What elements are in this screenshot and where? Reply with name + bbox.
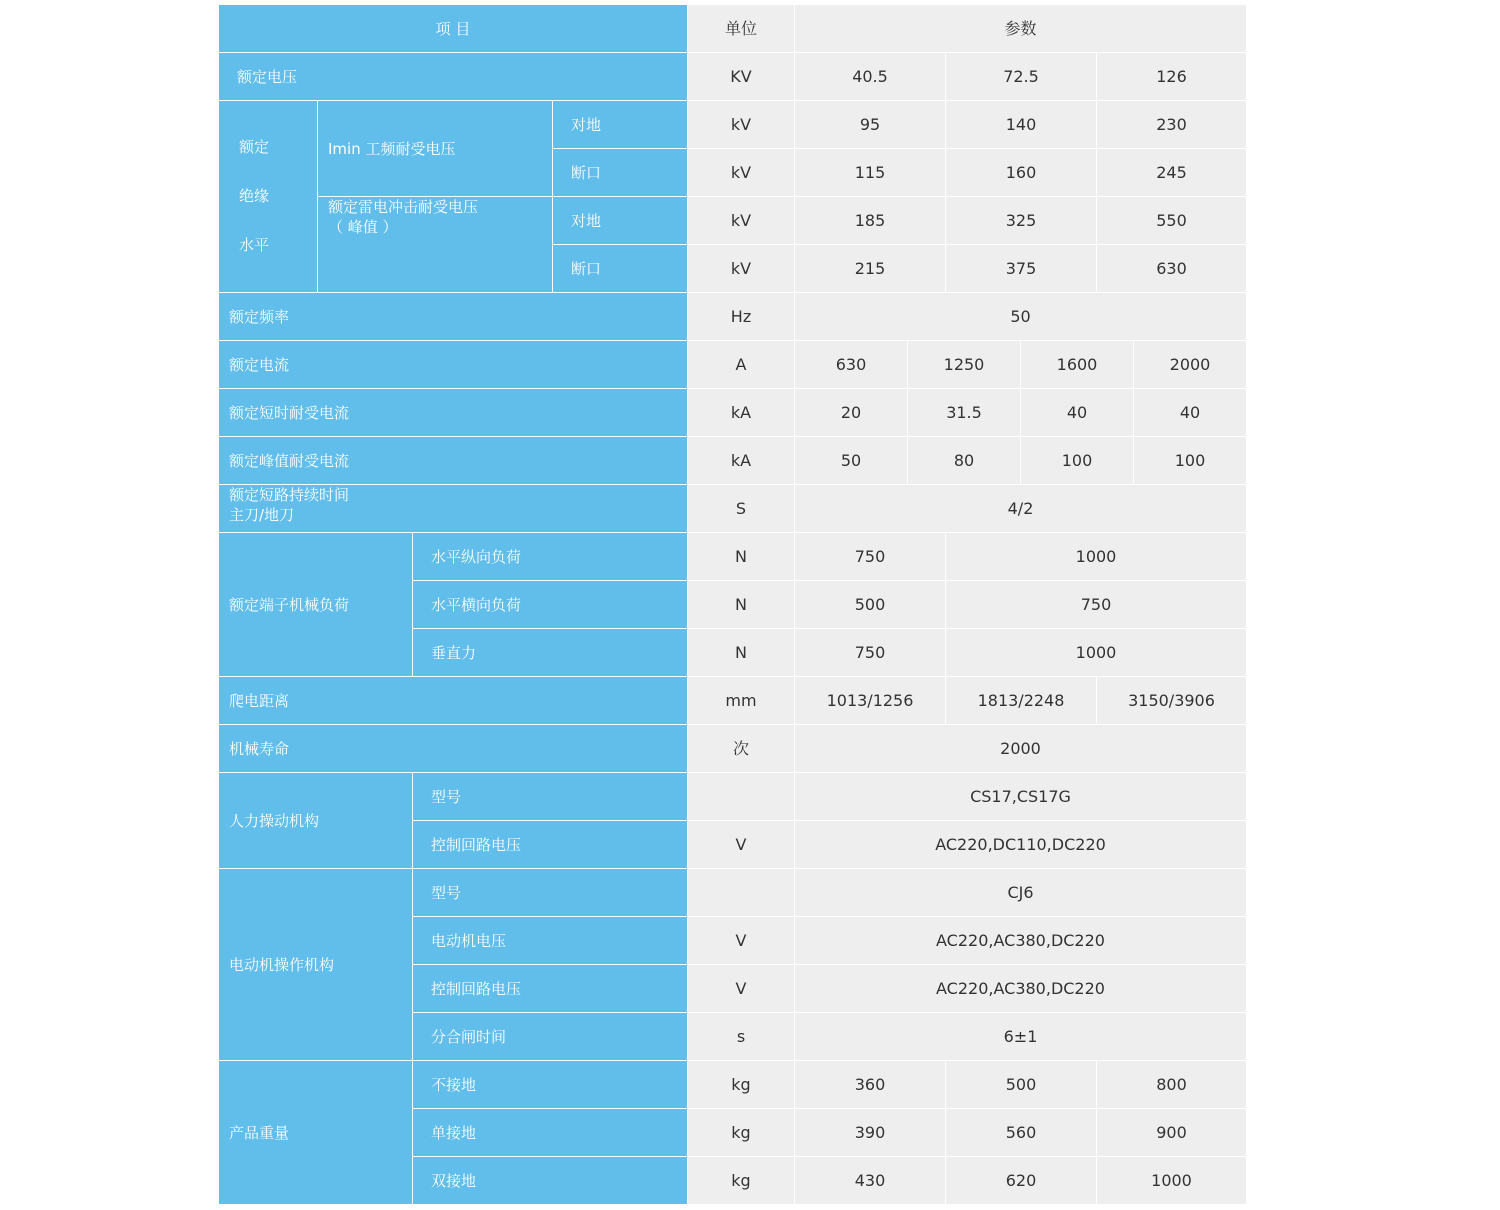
break-label: 断口: [553, 245, 688, 293]
rated-current-value: 630: [795, 341, 908, 389]
short-duration-value: 4/2: [795, 485, 1247, 533]
motor-mech-row-label: 分合闸时间: [413, 1013, 688, 1061]
header-unit: 单位: [688, 5, 795, 53]
insulation-unit: kV: [688, 149, 795, 197]
insulation-value: 375: [946, 245, 1097, 293]
motor-mech-value: AC220,AC380,DC220: [795, 917, 1247, 965]
motor-mech-row-label: 型号: [413, 869, 688, 917]
creepage-value: 1813/2248: [946, 677, 1097, 725]
motor-mech-unit: V: [688, 917, 795, 965]
insulation-unit: kV: [688, 197, 795, 245]
motor-mech-value: CJ6: [795, 869, 1247, 917]
header-item: 项 目: [219, 5, 688, 53]
mech-life-label: 机械寿命: [219, 725, 688, 773]
rated-voltage-value: 126: [1097, 53, 1247, 101]
insulation-value: 550: [1097, 197, 1247, 245]
weight-row-label: 双接地: [413, 1157, 688, 1205]
lightning-label: [318, 197, 553, 293]
motor-mech-row-label: 电动机电压: [413, 917, 688, 965]
short-time-current-value: 31.5: [908, 389, 1021, 437]
manual-mech-value: CS17,CS17G: [795, 773, 1247, 821]
insulation-unit: kV: [688, 101, 795, 149]
manual-mech-label: 人力操动机构: [219, 773, 413, 869]
insulation-value: 245: [1097, 149, 1247, 197]
rated-voltage-label: 额定电压: [219, 53, 688, 101]
rated-current-value: 2000: [1134, 341, 1247, 389]
terminal-load-value: 750: [795, 533, 946, 581]
creepage-unit: mm: [688, 677, 795, 725]
rated-current-unit: A: [688, 341, 795, 389]
terminal-load-value: 1000: [946, 629, 1247, 677]
motor-mech-unit: [688, 869, 795, 917]
peak-current-unit: kA: [688, 437, 795, 485]
creepage-value: 3150/3906: [1097, 677, 1247, 725]
manual-mech-row-label: 型号: [413, 773, 688, 821]
terminal-load-unit: N: [688, 581, 795, 629]
insulation-value: 630: [1097, 245, 1247, 293]
manual-mech-unit: V: [688, 821, 795, 869]
weight-value: 1000: [1097, 1157, 1247, 1205]
motor-mech-unit: V: [688, 965, 795, 1013]
insulation-label-line: 额定: [239, 138, 270, 156]
terminal-load-value: 750: [795, 629, 946, 677]
weight-value: 900: [1097, 1109, 1247, 1157]
break-label: 断口: [553, 149, 688, 197]
terminal-load-value: 500: [795, 581, 946, 629]
weight-row-label: 单接地: [413, 1109, 688, 1157]
insulation-unit: kV: [688, 245, 795, 293]
manual-mech-unit: [688, 773, 795, 821]
terminal-load-unit: N: [688, 629, 795, 677]
short-duration-label-line: 额定短路持续时间: [229, 486, 350, 504]
motor-mech-unit: s: [688, 1013, 795, 1061]
manual-mech-row-label: 控制回路电压: [413, 821, 688, 869]
manual-mech-value: AC220,DC110,DC220: [795, 821, 1247, 869]
terminal-load-row-label: 水平横向负荷: [413, 581, 688, 629]
weight-value: 560: [946, 1109, 1097, 1157]
motor-mech-label: 电动机操作机构: [219, 869, 413, 1061]
spec-table: [219, 5, 1247, 1205]
weight-value: 360: [795, 1061, 946, 1109]
terminal-load-row-label: 垂直力: [413, 629, 688, 677]
insulation-value: 185: [795, 197, 946, 245]
insulation-label-line: 绝缘: [239, 187, 270, 205]
insulation-value: 140: [946, 101, 1097, 149]
weight-label: 产品重量: [219, 1061, 413, 1205]
weight-value: 430: [795, 1157, 946, 1205]
weight-value: 800: [1097, 1061, 1247, 1109]
peak-current-value: 100: [1021, 437, 1134, 485]
insulation-value: 230: [1097, 101, 1247, 149]
peak-current-value: 100: [1134, 437, 1247, 485]
terminal-load-value: 1000: [946, 533, 1247, 581]
weight-value: 620: [946, 1157, 1097, 1205]
terminal-load-unit: N: [688, 533, 795, 581]
insulation-value: 325: [946, 197, 1097, 245]
ground-label: 对地: [553, 197, 688, 245]
insulation-value: 115: [795, 149, 946, 197]
creepage-value: 1013/1256: [795, 677, 946, 725]
rated-frequency-label: 额定频率: [219, 293, 688, 341]
motor-mech-value: AC220,AC380,DC220: [795, 965, 1247, 1013]
weight-row-label: 不接地: [413, 1061, 688, 1109]
rated-current-value: 1600: [1021, 341, 1134, 389]
mech-life-value: 2000: [795, 725, 1247, 773]
short-time-current-value: 20: [795, 389, 908, 437]
rated-voltage-value: 72.5: [946, 53, 1097, 101]
rated-current-label: 额定电流: [219, 341, 688, 389]
short-time-current-value: 40: [1134, 389, 1247, 437]
rated-frequency-unit: Hz: [688, 293, 795, 341]
peak-current-value: 50: [795, 437, 908, 485]
rated-voltage-value: 40.5: [795, 53, 946, 101]
insulation-value: 95: [795, 101, 946, 149]
short-duration-label-line: 主刀/地刀: [229, 506, 295, 524]
insulation-label-line: 水平: [239, 236, 270, 254]
rated-voltage-unit: KV: [688, 53, 795, 101]
weight-value: 390: [795, 1109, 946, 1157]
insulation-label: [219, 101, 318, 293]
weight-unit: kg: [688, 1061, 795, 1109]
short-time-current-label: 额定短时耐受电流: [219, 389, 688, 437]
short-duration-label: [219, 485, 688, 533]
power-freq-label: Imin 工频耐受电压: [318, 101, 553, 197]
terminal-load-label: 额定端子机械负荷: [219, 533, 413, 677]
rated-current-value: 1250: [908, 341, 1021, 389]
mech-life-unit: 次: [688, 725, 795, 773]
motor-mech-row-label: 控制回路电压: [413, 965, 688, 1013]
header-param: 参数: [795, 5, 1247, 53]
terminal-load-value: 750: [946, 581, 1247, 629]
insulation-value: 215: [795, 245, 946, 293]
weight-unit: kg: [688, 1109, 795, 1157]
insulation-value: 160: [946, 149, 1097, 197]
short-time-current-value: 40: [1021, 389, 1134, 437]
weight-unit: kg: [688, 1157, 795, 1205]
creepage-label: 爬电距离: [219, 677, 688, 725]
weight-value: 500: [946, 1061, 1097, 1109]
terminal-load-row-label: 水平纵向负荷: [413, 533, 688, 581]
ground-label: 对地: [553, 101, 688, 149]
short-duration-unit: S: [688, 485, 795, 533]
peak-current-value: 80: [908, 437, 1021, 485]
rated-frequency-value: 50: [795, 293, 1247, 341]
lightning-label-line: 额定雷电冲击耐受电压: [328, 198, 479, 216]
lightning-label-line: （ 峰值 ）: [328, 218, 398, 236]
peak-current-label: 额定峰值耐受电流: [219, 437, 688, 485]
short-time-current-unit: kA: [688, 389, 795, 437]
motor-mech-value: 6±1: [795, 1013, 1247, 1061]
